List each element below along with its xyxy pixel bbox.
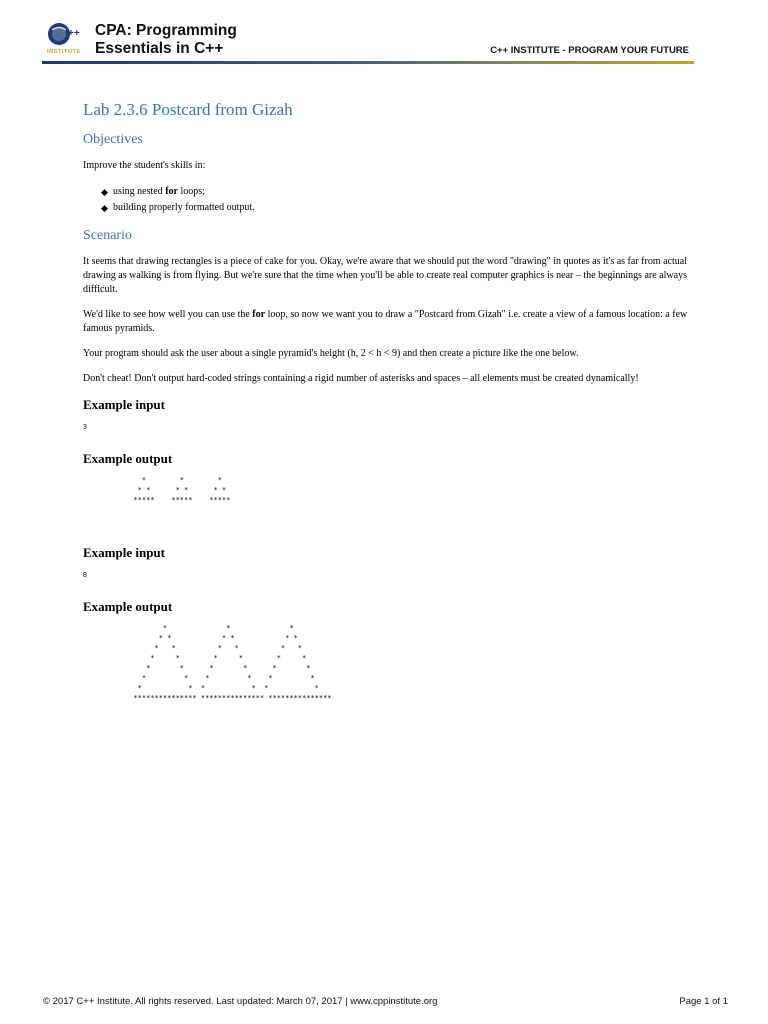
page-footer bbox=[43, 996, 728, 1007]
scenario-paragraph-3: Your program should ask the user about a single pyramid's height (h, 2 < h < 9) and then create a picture like the one below. bbox=[83, 348, 579, 359]
objectives-list bbox=[83, 184, 688, 216]
scenario-paragraph-2: We'd like to see how well you can use the for loop, so now we want you to draw a "Postcard from Gizah" i.e. create a view of a famous location: a few famous pyramids. bbox=[83, 309, 688, 334]
header-divider bbox=[42, 61, 694, 64]
objectives-intro: Improve the student's skills in: bbox=[83, 160, 206, 171]
bullet-icon: ◆ bbox=[101, 187, 108, 197]
svg-text:INSTITUTE: INSTITUTE bbox=[47, 49, 81, 55]
svg-text:++: ++ bbox=[68, 28, 80, 39]
example2-input-heading: Example input bbox=[83, 545, 165, 560]
scenario-paragraph-4: Don't cheat! Don't output hard-coded strings containing a rigid number of asterisks and spaces – all elements must be created dynamically! bbox=[83, 373, 639, 384]
lab-content bbox=[83, 100, 688, 703]
lab-title: Lab 2.3.6 Postcard from Gizah bbox=[83, 100, 293, 119]
example2-input-value: 8 bbox=[83, 572, 87, 579]
example1-input-heading: Example input bbox=[83, 397, 165, 412]
header-tagline: C++ INSTITUTE - PROGRAM YOUR FUTURE bbox=[490, 45, 689, 56]
page-number: Page 1 of 1 bbox=[679, 996, 728, 1007]
list-item: ◆ building properly formatted output. bbox=[113, 200, 688, 216]
example1-output-art: * * * * * * * * * ***** ***** ***** bbox=[133, 476, 231, 504]
example2-output-art: * * * * * * * * * * * * * * * * * * * * * * * * * * * * * * * * * * * * * * * *************** *************** *************** bbox=[133, 624, 332, 702]
scenario-heading: Scenario bbox=[83, 228, 132, 243]
bullet-icon: ◆ bbox=[101, 203, 108, 213]
objectives-heading: Objectives bbox=[83, 132, 143, 147]
example1-output-heading: Example output bbox=[83, 451, 173, 466]
cpp-institute-logo bbox=[46, 22, 92, 56]
example2-output-heading: Example output bbox=[83, 599, 173, 614]
course-title-line2: Essentials in C++ bbox=[95, 40, 224, 57]
example1-input-value: 3 bbox=[83, 424, 87, 431]
course-title-line1: CPA: Programming bbox=[95, 22, 237, 39]
course-title bbox=[95, 22, 237, 58]
list-item: ◆ using nested for loops; bbox=[113, 184, 688, 200]
footer-copyright: © 2017 C++ Institute. All rights reserved. Last updated: March 07, 2017 | www.cppinstitute.org bbox=[43, 996, 438, 1007]
scenario-paragraph-1: It seems that drawing rectangles is a piece of cake for you. Okay, we're aware that we should put the word "drawing" in quotes as it's as far from actual drawing as walking is from flying. But we're sure that the time when you'll be able to create real computer graphics is near – the beginnings are always difficult. bbox=[83, 256, 687, 295]
